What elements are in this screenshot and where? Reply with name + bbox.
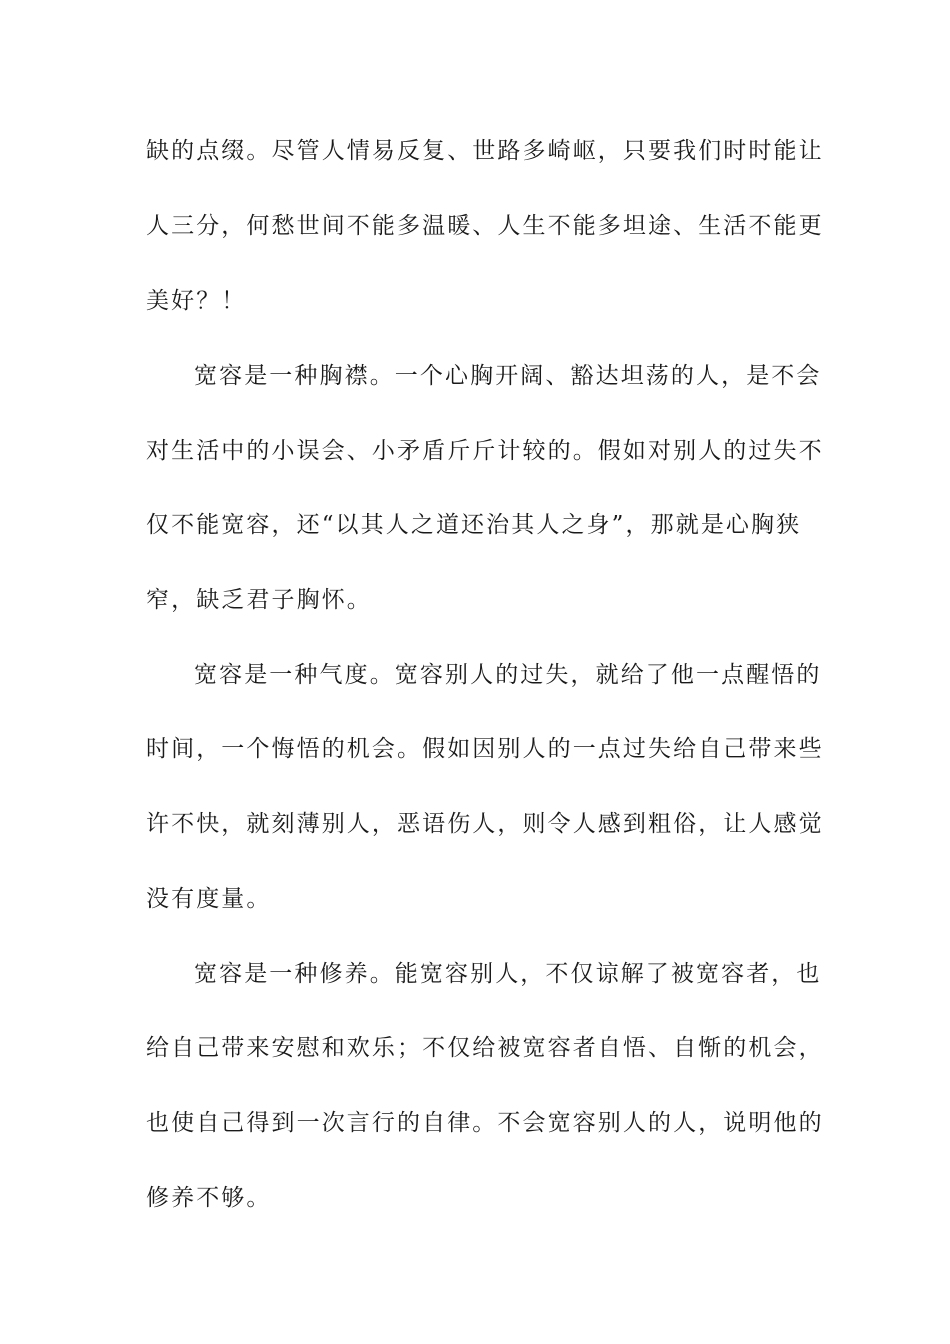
text-line: 人三分，何愁世间不能多温暖、人生不能多坦途、生活不能更 <box>146 213 824 239</box>
text-line: 美好？！ <box>146 288 247 314</box>
text-line: 给自己带来安慰和欢乐；不仅给被宽容者自悟、自惭的机会， <box>146 1035 824 1061</box>
text-line: 仅不能宽容，还“以其人之道还治其人之身”，那就是心胸狭 <box>146 512 802 538</box>
text-line: 窄，缺乏君子胸怀。 <box>146 587 372 613</box>
text-line: 许不快，就刻薄别人，恶语伤人，则令人感到粗俗，让人感觉 <box>146 811 824 837</box>
paragraph-first-line: 宽容是一种气度。宽容别人的过失，就给了他一点醒悟的 <box>194 662 822 688</box>
text-line: 对生活中的小误会、小矛盾斤斤计较的。假如对别人的过失不 <box>146 438 824 464</box>
text-line: 没有度量。 <box>146 886 272 912</box>
text-line: 缺的点缀。尽管人情易反复、世路多崎岖，只要我们时时能让 <box>146 138 824 164</box>
paragraph-first-line: 宽容是一种胸襟。一个心胸开阔、豁达坦荡的人，是不会 <box>194 363 822 389</box>
text-line: 时间，一个悔悟的机会。假如因别人的一点过失给自己带来些 <box>146 736 824 762</box>
paragraph-first-line: 宽容是一种修养。能宽容别人，不仅谅解了被宽容者，也 <box>194 961 822 987</box>
text-line: 也使自己得到一次言行的自律。不会宽容别人的人，说明他的 <box>146 1110 824 1136</box>
text-line: 修养不够。 <box>146 1185 272 1211</box>
